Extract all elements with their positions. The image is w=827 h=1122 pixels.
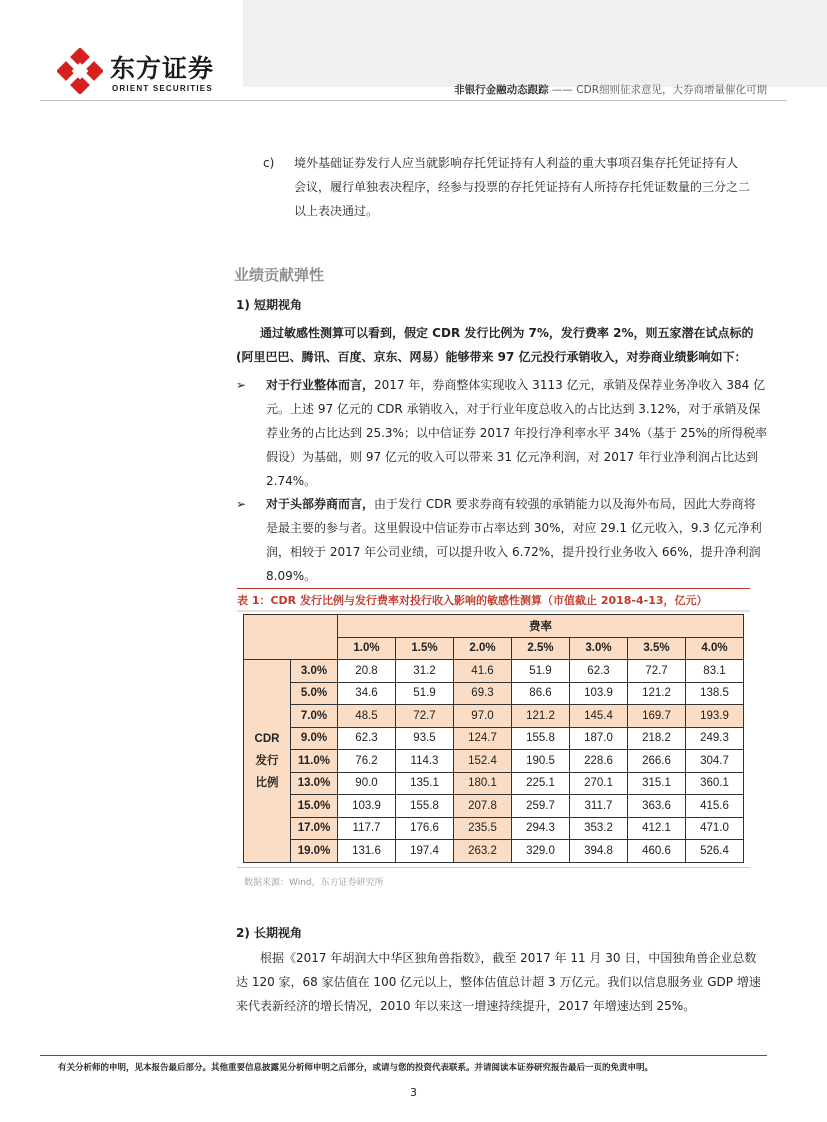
table-value-cell: 412.1 [628, 817, 686, 840]
table-row [244, 727, 744, 750]
table-value-cell: 135.1 [396, 772, 454, 795]
intro-line2: (阿里巴巴、腾讯、百度、京东、网易）能够带来 97 亿元投行承销收入，对券商业绩影响如下： [236, 350, 747, 364]
table-row [244, 772, 744, 795]
fee-rate-cell: 4.0% [686, 637, 744, 660]
table-value-cell: 259.7 [512, 795, 570, 818]
table-value-cell: 62.3 [570, 660, 628, 683]
cdr-ratio-cell: 11.0% [291, 750, 338, 773]
bullet-top-brokers-line2: 是最主要的参与者。这里假设中信证券市占率达到 30%，对应 29.1 亿元收入，9.3 亿元净利 [266, 521, 762, 535]
bullet-industry [266, 373, 776, 493]
table-value-cell: 353.2 [570, 817, 628, 840]
table-value-cell: 103.9 [338, 795, 396, 818]
long-term-text [236, 946, 776, 1018]
bullet-industry-line4: 假设）为基础，则 97 亿元的收入可以带来 31 亿元净利润，对 2017 年行业净利润占比达到 [266, 450, 758, 464]
intro-line1: 通过敏感性测算可以看到，假定 CDR 发行比例为 7%，发行费率 2%，则五家潜在试点标的 [260, 326, 754, 340]
table-value-cell: 190.5 [512, 750, 570, 773]
table-value-cell: 270.1 [570, 772, 628, 795]
fee-rate-cell: 1.0% [338, 637, 396, 660]
cdr-ratio-group-label-line: CDR [254, 732, 280, 745]
table-value-cell: 193.9 [686, 705, 744, 728]
item-c-line1: 境外基础证券发行人应当就影响存托凭证持有人利益的重大事项召集存托凭证持有人 [294, 156, 739, 170]
cdr-ratio-cell: 5.0% [291, 682, 338, 705]
cdr-ratio-cell: 17.0% [291, 817, 338, 840]
table-value-cell: 31.2 [396, 660, 454, 683]
table-value-cell: 315.1 [628, 772, 686, 795]
table-value-cell: 69.3 [454, 682, 512, 705]
report-header-title [454, 82, 767, 97]
table-row [244, 750, 744, 773]
item-c-text [294, 151, 774, 223]
table-row [244, 840, 744, 863]
table-value-cell: 207.8 [454, 795, 512, 818]
table-value-cell: 131.6 [338, 840, 396, 863]
table-value-cell: 41.6 [454, 660, 512, 683]
table-value-cell: 155.8 [396, 795, 454, 818]
table-value-cell: 294.3 [512, 817, 570, 840]
table-row [244, 817, 744, 840]
fee-rate-cell: 3.0% [570, 637, 628, 660]
table-value-cell: 169.7 [628, 705, 686, 728]
table-value-cell: 124.7 [454, 727, 512, 750]
table-value-cell: 145.4 [570, 705, 628, 728]
page-number: 3 [410, 1086, 417, 1099]
table-value-cell: 62.3 [338, 727, 396, 750]
report-title: CDR细则征求意见，大券商增量催化可期 [576, 84, 767, 96]
table-header-row [244, 615, 744, 638]
table-value-cell: 121.2 [512, 705, 570, 728]
cdr-ratio-cell: 9.0% [291, 727, 338, 750]
logo-english-name: ORIENT SECURITIES [112, 84, 213, 93]
bullet-industry-lead: 对于行业整体而言， [266, 378, 375, 392]
table-value-cell: 72.7 [628, 660, 686, 683]
cdr-ratio-group-label-line: 比例 [255, 776, 279, 789]
orient-logo-icon [57, 48, 103, 94]
header-divider [40, 100, 787, 101]
fee-rate-cell: 1.5% [396, 637, 454, 660]
table-value-cell: 394.8 [570, 840, 628, 863]
fee-rate-cell: 3.5% [628, 637, 686, 660]
table-value-cell: 97.0 [454, 705, 512, 728]
table-value-cell: 360.1 [686, 772, 744, 795]
short-term-heading: 1) 短期视角 [236, 298, 303, 312]
table-value-cell: 180.1 [454, 772, 512, 795]
bullet-top-brokers-line1: 由于发行 CDR 要求券商有较强的承销能力以及海外布局，因此大券商将 [374, 497, 756, 511]
logo-chinese-name: 东方证券 [110, 54, 215, 83]
table-value-cell: 90.0 [338, 772, 396, 795]
fee-rate-header: 费率 [338, 615, 744, 638]
table-value-cell: 176.6 [396, 817, 454, 840]
cdr-ratio-group-label [244, 660, 291, 863]
table-row [244, 795, 744, 818]
fee-rate-cell: 2.5% [512, 637, 570, 660]
table-value-cell: 266.6 [628, 750, 686, 773]
table-row [244, 705, 744, 728]
table-value-cell: 103.9 [570, 682, 628, 705]
short-term-intro [236, 321, 776, 369]
bullet-top-brokers-lead: 对于头部券商而言， [266, 497, 375, 511]
header-separator: —— [548, 84, 577, 96]
footer-divider [40, 1055, 767, 1056]
table-value-cell: 329.0 [512, 840, 570, 863]
bullet-arrow-icon: ➢ [236, 497, 247, 511]
long-term-heading: 2) 长期视角 [236, 926, 303, 940]
table-value-cell: 20.8 [338, 660, 396, 683]
cdr-ratio-cell: 3.0% [291, 660, 338, 683]
table-value-cell: 235.5 [454, 817, 512, 840]
cdr-ratio-cell: 19.0% [291, 840, 338, 863]
bullet-top-brokers-line4: 8.09%。 [266, 569, 317, 583]
item-c-marker: c) [263, 156, 275, 170]
footer-disclaimer: 有关分析师的申明，见本报告最后部分。其他重要信息披露见分析师申明之后部分，或请与您的投资代表联系。并请阅读本证券研究报告最后一页的免责申明。 [58, 1063, 654, 1073]
table-value-cell: 363.6 [628, 795, 686, 818]
table-value-cell: 311.7 [570, 795, 628, 818]
table-value-cell: 187.0 [570, 727, 628, 750]
table-value-cell: 114.3 [396, 750, 454, 773]
bullet-arrow-icon: ➢ [236, 378, 247, 392]
header-background [243, 0, 827, 87]
table-value-cell: 121.2 [628, 682, 686, 705]
table-source: 数据来源：Wind，东方证券研究所 [244, 878, 384, 888]
table-value-cell: 460.6 [628, 840, 686, 863]
table-value-cell: 48.5 [338, 705, 396, 728]
table-value-cell: 225.1 [512, 772, 570, 795]
table-corner-cell [244, 615, 338, 660]
bullet-industry-line1: 2017 年，券商整体实现收入 3113 亿元，承销及保荐业务净收入 384 亿 [374, 378, 766, 392]
long-term-line2: 达 120 家，68 家估值在 100 亿元以上，整体估值总计超 3 万亿元。我们以信息服务业 GDP 增速 [236, 975, 761, 989]
bullet-top-brokers-line3: 润，相较于 2017 年公司业绩，可以提升收入 6.72%，提升投行业务收入 66%，提升净利润 [266, 545, 761, 559]
table-value-cell: 304.7 [686, 750, 744, 773]
item-c-line2: 会议，履行单独表决程序，经参与投票的存托凭证持有人所持存托凭证数量的三分之二 [294, 180, 751, 194]
cdr-ratio-group-label-line: 发行 [255, 754, 279, 767]
table-row [244, 682, 744, 705]
table-value-cell: 76.2 [338, 750, 396, 773]
bullet-top-brokers [266, 492, 776, 588]
item-c-line3: 以上表决通过。 [294, 204, 379, 218]
table-value-cell: 218.2 [628, 727, 686, 750]
long-term-line3: 来代表新经济的增长情况，2010 年以来这一增速持续提升，2017 年增速达到 25%。 [236, 999, 696, 1013]
bullet-industry-line3: 荐业务的占比达到 25.3%；以中信证券 2017 年投行净利率水平 34%（基于 25%的所得税率 [266, 426, 768, 440]
table-value-cell: 93.5 [396, 727, 454, 750]
table-value-cell: 72.7 [396, 705, 454, 728]
table-value-cell: 249.3 [686, 727, 744, 750]
table-row [244, 660, 744, 683]
table-value-cell: 471.0 [686, 817, 744, 840]
table-value-cell: 197.4 [396, 840, 454, 863]
long-term-line1: 根据《2017 年胡润大中华区独角兽指数》，截至 2017 年 11 月 30 日，中国独角兽企业总数 [260, 951, 757, 965]
table-caption: 表 1：CDR 发行比例与发行费率对投行收入影响的敏感性测算（市值截止 2018-4-13，亿元） [237, 588, 750, 608]
section-title: 业绩贡献弹性 [234, 266, 325, 284]
bullet-industry-line2: 元。上述 97 亿元的 CDR 承销收入，对于行业年度总收入的占比达到 3.12%，对于承销及保 [266, 402, 761, 416]
fee-rate-cell: 2.0% [454, 637, 512, 660]
table-value-cell: 263.2 [454, 840, 512, 863]
report-type: 非银行金融动态跟踪 [454, 84, 549, 96]
bullet-industry-line5: 2.74%。 [266, 474, 317, 488]
cdr-ratio-cell: 7.0% [291, 705, 338, 728]
table-value-cell: 526.4 [686, 840, 744, 863]
table-value-cell: 86.6 [512, 682, 570, 705]
table-value-cell: 51.9 [396, 682, 454, 705]
cdr-ratio-cell: 13.0% [291, 772, 338, 795]
table-value-cell: 228.6 [570, 750, 628, 773]
sensitivity-table [243, 614, 744, 863]
table-value-cell: 34.6 [338, 682, 396, 705]
table-value-cell: 155.8 [512, 727, 570, 750]
table-value-cell: 117.7 [338, 817, 396, 840]
table-value-cell: 51.9 [512, 660, 570, 683]
table-value-cell: 138.5 [686, 682, 744, 705]
cdr-ratio-cell: 15.0% [291, 795, 338, 818]
table-value-cell: 415.6 [686, 795, 744, 818]
table-value-cell: 152.4 [454, 750, 512, 773]
table-value-cell: 83.1 [686, 660, 744, 683]
